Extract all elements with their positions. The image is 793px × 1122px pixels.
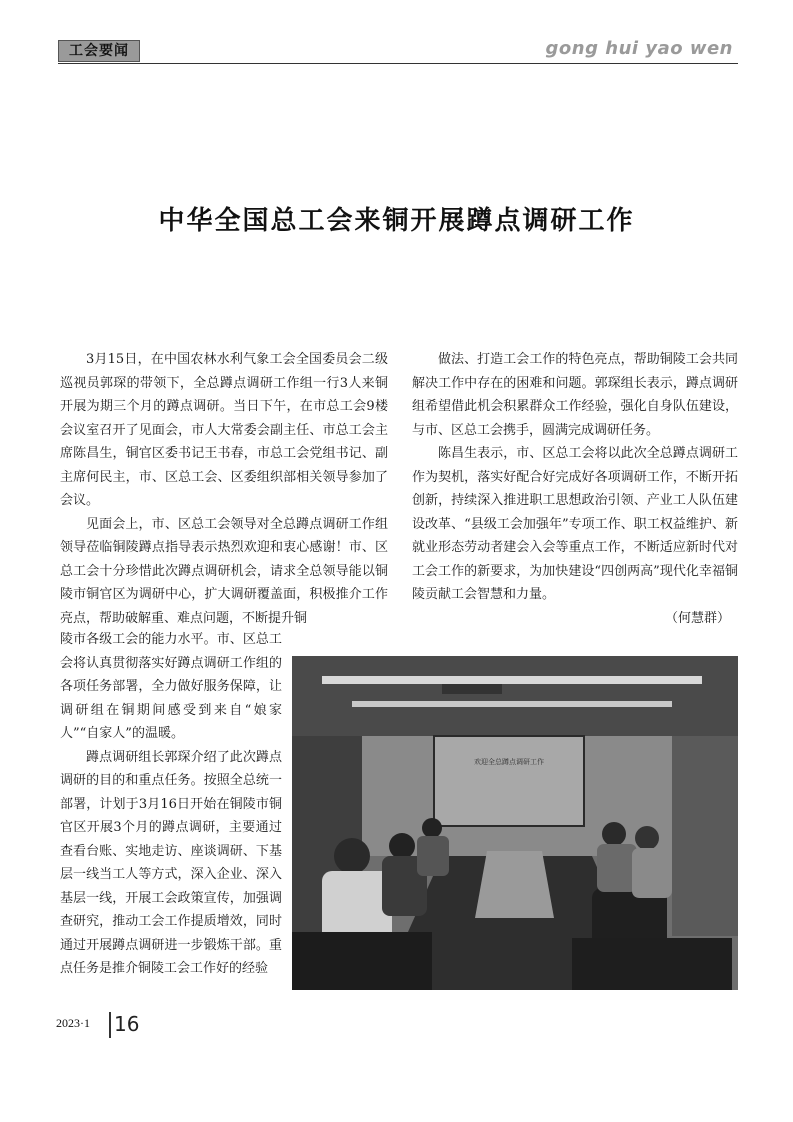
header-rule: [58, 63, 738, 64]
page-number: 16: [114, 1012, 140, 1036]
author-byline: （何慧群）: [664, 610, 730, 626]
paragraph-5: 陈昌生表示，市、区总工会将以此次全总蹲点调研工作为契机，落实好配合好完成好各项调研工作，不断开拓创新，持续深入推进职工思想政治引领、产业工人队伍建设改革、“县级工会加强年”专项工作、职工权益维护、新就业形态劳动者建会入会等重点工作，不断适应新时代对工会工作的新要求，为加快建设“四创两高”现代化幸福铜陵贡献工会智慧和力量。: [412, 446, 738, 602]
paragraph-2: 见面会上，市、区总工会领导对全总蹲点调研工作组领导莅临铜陵蹲点指导表示热烈欢迎和衷心感谢！市、区总工会十分珍惜此次蹲点调研机会，请求全总领导能以铜陵市铜官区为调研中心，扩大调研覆盖面，积极推介工作亮点，帮助破解重、难点问题，不断提升铜: [60, 516, 388, 626]
paragraph-3: 蹲点调研组长郭琛介绍了此次蹲点调研的目的和重点任务。按照全总统一部署，计划于3月16日开始在铜陵市铜官区开展3个月的蹲点调研，主要通过查看台账、实地走访、座谈调研、下基层一线当工人等方式，深入企业、深入基层一线，开展工会政策宣传，加强调查研究，推动工会工作提质增效，同时通过开展蹲点调研进一步锻炼干部。重点任务是推介铜陵工会工作好的经验: [60, 749, 282, 976]
section-pinyin: gong hui yao wen: [545, 38, 733, 59]
left-column: [60, 348, 388, 630]
footer-divider: [109, 1012, 111, 1038]
right-column: [412, 348, 738, 630]
screen-text: 欢迎全总蹲点调研工作: [474, 758, 544, 766]
paragraph-2-continuation: 陵市各级工会的能力水平。市、区总工会将认真贯彻落实好蹲点调研工作组的各项任务部署，全力做好服务保障，让调研组在铜期间感受到来自“娘家人”“自家人”的温暖。: [60, 632, 282, 741]
paragraph-1: 3月15日，在中国农林水利气象工会全国委员会二级巡视员郭琛的带领下，全总蹲点调研工作组一行3人来铜开展为期三个月的蹲点调研。当日下午，在市总工会9楼会议室召开了见面会，市人大常委会副主任、市总工会主席陈昌生，铜官区委书记王书春，市总工会党组书记、副主席何民主，市、区总工会、区委组织部相关领导参加了会议。: [60, 352, 388, 508]
meeting-photo: [292, 656, 738, 990]
section-tag: 工会要闻: [58, 40, 140, 62]
issue-date: 2023·1: [56, 1016, 90, 1030]
paragraph-4: 做法、打造工会工作的特色亮点，帮助铜陵工会共同解决工作中存在的困难和问题。郭琛组长表示，蹲点调研组希望借此机会积累群众工作经验，强化自身队伍建设，与市、区总工会携手，圆满完成调研任务。: [412, 352, 738, 438]
article-title: 中华全国总工会来铜开展蹲点调研工作: [158, 206, 635, 236]
meeting-photo-illustration: [292, 656, 738, 990]
left-narrow-column: [60, 628, 282, 981]
